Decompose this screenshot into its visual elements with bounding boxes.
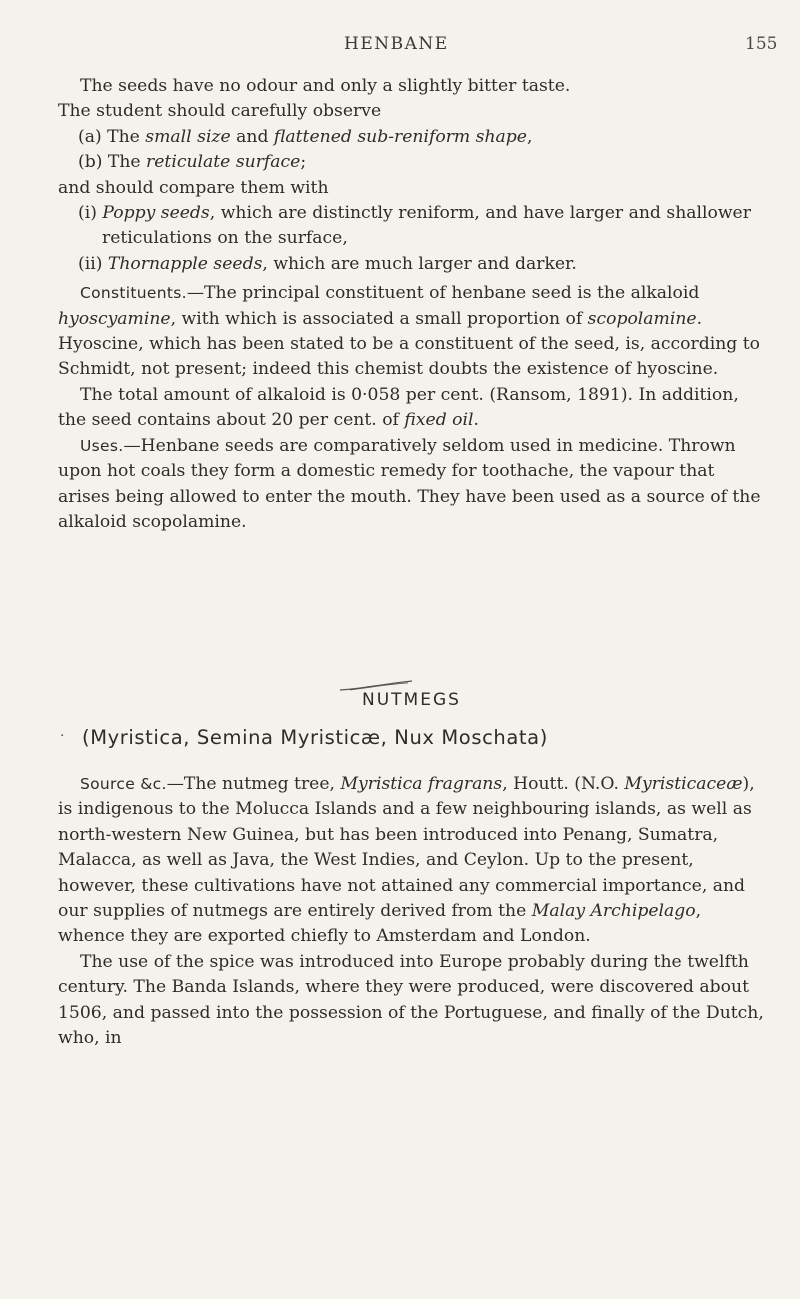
italic-term: Poppy seeds	[102, 203, 210, 224]
section-title-nutmegs: NUTMEGS	[362, 690, 461, 710]
list-item-b	[58, 150, 770, 175]
sentence: The seeds have no odour and only a slightly bitter taste.	[80, 76, 571, 96]
section-heading: Constituents.	[80, 284, 187, 303]
text-run: —Henbane seeds are comparatively seldom used in medicine. Thrown upon hot coals they form a domestic remedy for toothache, the vapour that arises being allowed to enter the mouth. They have been used as a source of the alkaloid scopolamine.	[58, 435, 761, 532]
page-number: 155	[745, 34, 778, 54]
sentence: The student should carefully observe	[58, 101, 382, 122]
text-run: ,	[526, 126, 533, 147]
paragraph-taste	[58, 74, 770, 99]
sentence: and should compare them with	[58, 177, 329, 198]
paragraph-uses	[58, 434, 770, 536]
text-run: .	[473, 410, 479, 431]
text-run: The use of the spice was introduced into Europe probably during the twelfth century. The Banda Islands, where they were produced, were discovered about 1506, and passed into the possession of the Portuguese, and finally of the Dutch, who, in	[58, 951, 764, 1049]
section-subtitle: (Myristica, Semina Myristicæ, Nux Moschata)	[82, 726, 548, 749]
list-item-i	[58, 201, 770, 252]
italic-term: Thornapple seeds	[107, 253, 263, 274]
running-title: HENBANE	[344, 34, 449, 54]
text-run: . Hyoscine, which has been stated to be a constituent of the seed, is, according to Schmidt, not present; indeed this chemist doubts the existence of hyoscine.	[58, 308, 760, 380]
item-label: (ii)	[78, 253, 108, 274]
item-label: (b) The	[78, 152, 147, 173]
text-run: ;	[300, 152, 307, 173]
henbane-seeds-section	[58, 74, 770, 535]
list-item-a	[58, 125, 770, 150]
italic-term: flattened sub-reniform shape	[273, 126, 527, 147]
text-run: —The nutmeg tree,	[166, 774, 341, 794]
italic-term: reticulate surface	[146, 152, 301, 173]
paragraph-observe	[58, 99, 770, 124]
italic-term: fixed oil	[404, 410, 474, 431]
text-run: The total amount of alkaloid is 0·058 per cent. (Ransom, 1891). In addition, the seed contains about 20 per cent. of	[58, 384, 739, 431]
item-label: (i)	[78, 203, 103, 224]
text-run: , with which is associated a small proportion of	[170, 308, 588, 329]
text-run: , which are distinctly reniform, and have larger and shallower reticulations on the surface,	[102, 203, 751, 249]
paragraph-history	[58, 950, 770, 1052]
italic-term: small size	[145, 126, 231, 147]
running-head	[0, 34, 800, 58]
italic-term: Myristica fragrans	[340, 774, 503, 794]
paragraph-source	[58, 772, 770, 950]
italic-term: Malay Archipelago	[531, 901, 696, 922]
text-run: , whence they are exported chiefly to Amsterdam and London.	[58, 901, 702, 947]
paragraph-compare	[58, 176, 770, 201]
italic-term: Myristicaceæ	[624, 774, 743, 794]
text-run: , Houtt. (N.O.	[502, 774, 625, 794]
list-item-ii	[58, 252, 770, 277]
stray-mark: ·	[60, 728, 65, 744]
paragraph-constituents	[58, 281, 770, 383]
paragraph-alkaloid-amount	[58, 383, 770, 434]
section-heading: Uses.	[80, 436, 124, 455]
text-run: , which are much larger and darker.	[262, 253, 577, 274]
text-run: —The principal constituent of henbane seed is the alkaloid	[186, 283, 700, 304]
italic-term: scopolamine	[587, 308, 697, 329]
item-label: (a) The	[78, 126, 146, 147]
text-run: and	[230, 126, 274, 147]
section-heading: Source &c.	[80, 775, 167, 793]
italic-term: hyoscyamine	[58, 308, 171, 329]
nutmegs-section	[58, 772, 770, 1051]
text-run: ), is indigenous to the Molucca Islands and a few neighbouring islands, as well as north-western New Guinea, but has been introduced into Penang, Sumatra, Malacca, as well as Java, the West Indies, and Ceylon. Up to the present, however, these cultivations have not attained any commercial importance, and our supplies of nutmegs are entirely derived from the	[58, 774, 755, 922]
